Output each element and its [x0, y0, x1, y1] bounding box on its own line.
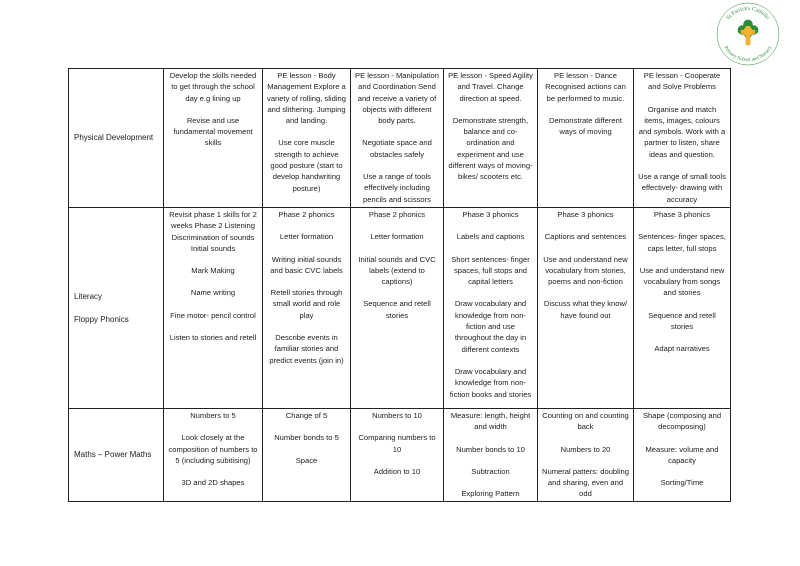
cell-paragraph: Use a range of small tools effectively- drawing with accuracy: [638, 172, 726, 204]
area-label: [69, 208, 164, 409]
cell-paragraph: Describe events in familiar stories and predict events (join in): [269, 333, 344, 365]
cell-paragraph: Letter formation: [370, 232, 424, 242]
cell-paragraph: Phase 2 phonics: [368, 210, 426, 219]
table-cell: [444, 208, 538, 409]
curriculum-table: [68, 68, 731, 502]
cell-paragraph: Exploring Pattern: [461, 489, 520, 499]
cell-paragraph: Demonstrate different ways of moving: [549, 115, 622, 137]
cell-paragraph: Captions and sentences: [544, 232, 627, 242]
table-cell: [538, 69, 634, 208]
cell-paragraph: Retell stories through small world and role play: [270, 288, 343, 320]
cell-paragraph: Numbers to 10: [372, 411, 422, 420]
table-cell: [634, 208, 731, 409]
table-cell: [164, 208, 263, 409]
cell-paragraph: Letter formation: [279, 232, 334, 242]
cell-paragraph: Phase 3 phonics: [653, 210, 711, 219]
cell-paragraph: Labels and captions: [456, 232, 525, 242]
cell-paragraph: Listen to stories and retell: [169, 333, 257, 343]
cell-paragraph: Demonstrate strength, balance and co-ordination and experiment and use different ways of moving- bikes/ scooters etc.: [448, 115, 533, 182]
cell-paragraph: Measure: length, height and width: [450, 411, 531, 432]
table-cell: [351, 208, 444, 409]
table-cell: [634, 409, 731, 502]
cell-paragraph: Comparing numbers to 10: [358, 433, 436, 454]
cell-paragraph: Use and understand new vocabulary from songs and stories: [639, 265, 725, 298]
cell-paragraph: Number bonds to 10: [456, 444, 525, 454]
table-cell: [444, 409, 538, 502]
cell-paragraph: Organise and match items, images, colours and symbols. Work with a partner to listen, share ideas and question.: [638, 104, 726, 159]
cell-paragraph: PE lesson - Speed Agility and Travel. Change direction at speed.: [448, 71, 533, 103]
cell-paragraph: Sequence and retell stories: [648, 310, 716, 332]
cell-paragraph: Adapt narratives: [654, 344, 710, 354]
table-cell: [538, 208, 634, 409]
row-maths: [69, 409, 731, 502]
table-cell: [164, 69, 263, 208]
table-cell: [351, 409, 444, 502]
cell-paragraph: Phase 3 phonics: [557, 210, 614, 219]
area-text: Maths – Power Maths: [74, 450, 152, 460]
table-cell: [538, 409, 634, 502]
cell-paragraph: Sequence and retell stories: [363, 299, 431, 320]
table-cell: [634, 69, 731, 208]
svg-text:Primary School and Nursery: Primary School and Nursery: [722, 45, 774, 64]
cell-paragraph: Revise and use fundamental movement skills: [173, 115, 253, 148]
cell-paragraph: Fine motor- pencil control: [170, 310, 256, 320]
cell-paragraph: Writing initial sounds and basic CVC labels: [270, 254, 343, 275]
area-text: Physical Development: [74, 133, 154, 143]
cell-paragraph: Revisit phase 1 skills for 2 weeks Phase 2 Listening Discrimination of sounds Initial sounds: [169, 210, 257, 253]
cell-paragraph: Name writing: [190, 288, 236, 298]
row-physical-development: [69, 69, 731, 208]
cell-paragraph: Space: [295, 455, 318, 465]
cell-paragraph: Phase 2 phonics: [278, 210, 335, 219]
area-text: Floppy Phonics: [74, 314, 129, 324]
svg-text:St Patrick's Catholic: St Patrick's Catholic: [725, 5, 771, 22]
cell-paragraph: PE lesson - Cooperate and Solve Problems: [643, 71, 721, 92]
cell-paragraph: Negotiate space and obstacles safely: [362, 138, 432, 159]
cell-paragraph: Draw vocabulary and knowledge from non-fiction books and stories: [449, 366, 532, 399]
table-cell: [263, 69, 351, 208]
school-logo: [716, 2, 780, 66]
cell-paragraph: Measure: volume and capacity: [645, 444, 719, 465]
cell-paragraph: 3D and 2D shapes: [181, 478, 245, 488]
cell-paragraph: Draw vocabulary and knowledge from non-fiction and use throughout the day in different contexts: [454, 299, 527, 354]
table-cell: [444, 69, 538, 208]
cell-paragraph: Look closely at the composition of numbers to 5 (including subitising): [168, 433, 258, 465]
cell-paragraph: PE lesson - Body Management Explore a variety of rolling, sliding and slithering. Jumping and landing.: [267, 71, 346, 126]
cell-paragraph: Develop the skills needed to get through the school day e.g lining up: [169, 71, 257, 103]
cell-paragraph: Change of 5: [285, 411, 328, 420]
area-label: [69, 409, 164, 502]
cell-paragraph: Use core muscle strength to achieve good posture (start to develop handwriting posture): [270, 138, 343, 193]
area-label: [69, 69, 164, 208]
table-cell: [164, 409, 263, 502]
cell-paragraph: Shape (composing and decomposing): [642, 411, 722, 432]
row-literacy: [69, 208, 731, 409]
cell-paragraph: Initial sounds and CVC labels (extend to captions): [358, 254, 436, 287]
cell-paragraph: Addition to 10: [373, 466, 421, 476]
cell-paragraph: Short sentences- finger spaces, full stops and capital letters: [451, 254, 530, 287]
cell-paragraph: PE lesson - Dance Recognised actions can be performed to music.: [545, 71, 626, 103]
cell-paragraph: Counting on and counting back: [542, 411, 629, 432]
cell-paragraph: Sorting/Time: [660, 478, 704, 488]
cell-paragraph: Numbers to 20: [560, 444, 611, 454]
cell-paragraph: Subtraction: [471, 466, 510, 476]
cell-paragraph: Number bonds to 5: [274, 433, 339, 443]
cell-paragraph: Use and understand new vocabulary from stories, poems and non-fiction: [543, 254, 628, 287]
cell-paragraph: Use a range of tools effectively including pencils and scissors: [363, 172, 431, 204]
cell-paragraph: Discuss what they know/ have found out: [543, 299, 628, 320]
table-cell: [263, 409, 351, 502]
cell-paragraph: Mark Making: [191, 266, 235, 276]
table-cell: [263, 208, 351, 409]
cell-paragraph: Numbers to 5: [190, 411, 236, 420]
cell-paragraph: Sentences- finger spaces, caps letter, full stops: [638, 232, 726, 253]
cell-paragraph: Phase 3 phonics: [462, 210, 519, 219]
cell-paragraph: Numeral patters: doubling and sharing, even and odd: [542, 466, 629, 499]
cell-paragraph: PE lesson - Manipulation and Coordination Send and receive a variety of objects with different body parts.: [355, 71, 439, 126]
table-cell: [351, 69, 444, 208]
area-text: Literacy: [74, 292, 103, 302]
